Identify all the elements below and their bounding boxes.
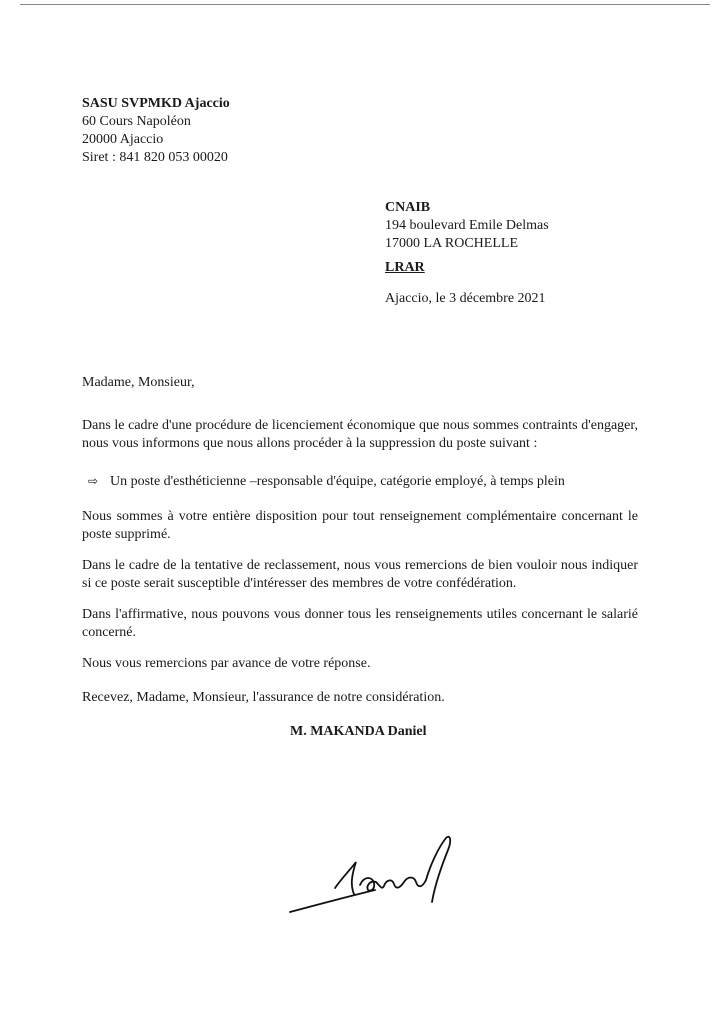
right-arrow-icon: ⇨	[88, 474, 99, 488]
scan-top-edge	[20, 4, 710, 5]
paragraph-thanks: Nous vous remercions par avance de votre réponse.	[82, 656, 371, 671]
signatory-name: M. MAKANDA Daniel	[290, 724, 427, 739]
sender-siret: Siret : 841 820 053 00020	[82, 150, 228, 165]
paragraph-intro: Dans le cadre d'une procédure de licenciement économique que nous sommes contraints d'engager, nous vous informons que nous allons procéder à la suppression du poste suivant :	[82, 418, 638, 451]
lrar-mention: LRAR	[385, 260, 425, 275]
bullet-text: Un poste d'esthéticienne –responsable d'équipe, catégorie employé, à temps plein	[110, 474, 565, 489]
paragraph-reclassement: Dans le cadre de la tentative de reclassement, nous vous remercions de bien vouloir nous indiquer si ce poste serait susceptible d'intéresser des membres de votre confédération.	[82, 558, 638, 591]
sender-street: 60 Cours Napoléon	[82, 114, 191, 129]
letter-date: Ajaccio, le 3 décembre 2021	[385, 291, 546, 306]
salutation: Madame, Monsieur,	[82, 375, 195, 390]
sender-company: SASU SVPMKD Ajaccio	[82, 96, 230, 111]
recipient-city: 17000 LA ROCHELLE	[385, 236, 518, 251]
recipient-address-block	[385, 199, 549, 253]
paragraph-closing: Recevez, Madame, Monsieur, l'assurance de notre considération.	[82, 690, 445, 705]
bullet-item	[88, 473, 565, 490]
recipient-name: CNAIB	[385, 200, 431, 215]
paragraph-availability: Nous sommes à votre entière disposition pour tout renseignement complémentaire concernant le poste supprimé.	[82, 509, 638, 542]
sender-city: 20000 Ajaccio	[82, 132, 164, 147]
sender-address-block	[82, 95, 230, 167]
recipient-street: 194 boulevard Emile Delmas	[385, 218, 549, 233]
handwritten-signature	[280, 830, 470, 920]
paragraph-affirmative: Dans l'affirmative, nous pouvons vous donner tous les renseignements utiles concernant le salarié concerné.	[82, 607, 638, 640]
